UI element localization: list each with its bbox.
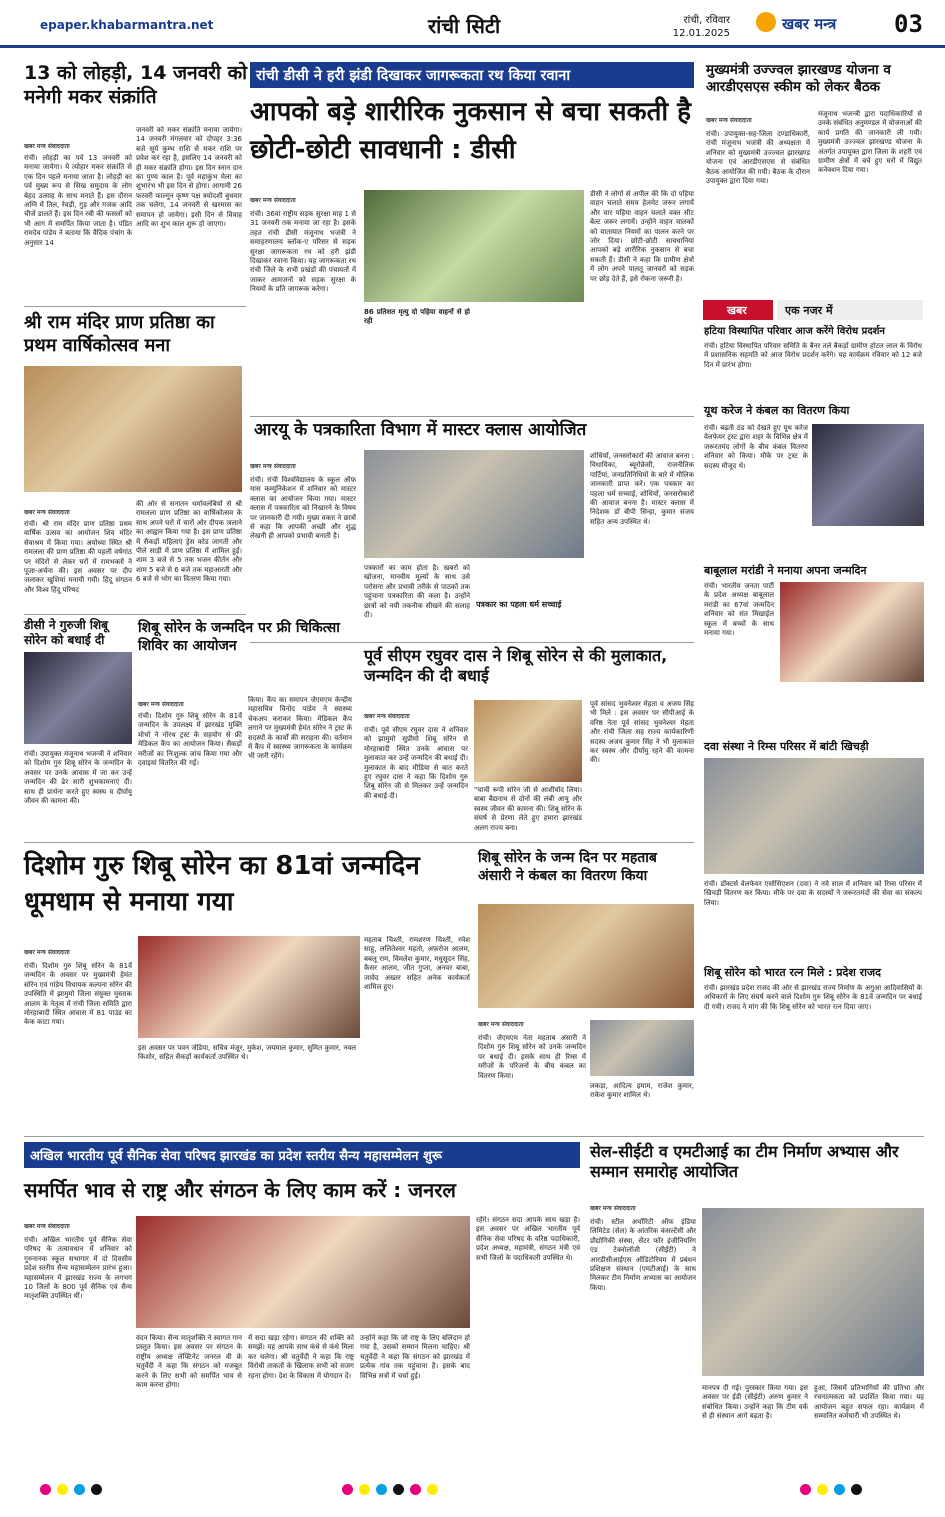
yellow-dot-icon [57, 1484, 68, 1495]
headline-brief-5: शिबू सोरेन को भारत रत्न मिले : प्रदेश राजद [704, 966, 881, 979]
body-brief-2: रांची। बढ़ती ठंड को देखते हुए यूथ करेज वेलफेयर ट्रस्ट द्वारा शहर के विभिन्न क्षेत्र में जरूरतमंद लोगों के बीच कंबल वितरण शनिवार को किया। मौके पर ट्रस्ट के सदस्य मौजूद थे। [704, 424, 808, 470]
body-raghubar-2: "चाची रूपी सोरेन जी से आशीर्वाद लिया। बाबा बैद्यनाथ से दोनों की लंबी आयु और स्वस्थ जीवन की कामना की। शिबू सोरेन के संघर्ष से प्रेरणा लेते हुए हमारा झारखंड अलग राज्य बना। [474, 786, 582, 832]
body-raghubar-3: पूर्व सांसद भुवनेश्वर मेहता व अजय सिंह भी मिले : इस अवसर पर सीपीआई के वरिष्ठ नेता पूर्व सांसद भुवनेश्वर मेहता और रांची जिला सह राज्य कार्यकारिणी सदस्य अजय कुमार सिंह ने भी मुलाकात कर स्वस्थ और दीर्घायु रहने की कामना की। [590, 700, 694, 765]
cyan-dot-icon [376, 1484, 387, 1495]
body-sainik-2: वंदन किया। सैन्य मातृशक्ति ने स्वागत गान प्रस्तुत किया। इस अवसर पर संगठन के राष्ट्रीय अध्यक्ष लेफ्टिनेंट जनरल वी के चतुर्वेदी ने कहा कि संगठन को मजबूत करने के लिए सभी को समर्पित भाव से काम करना होगा। [136, 1334, 242, 1390]
headline-sainik: समर्पित भाव से राष्ट्र और संगठन के लिए काम करें : जनरल [24, 1178, 456, 1202]
byline: खबर मन्त्र संवाददाता [590, 1205, 636, 1212]
headline-cm-scheme: मुख्यमंत्री उज्ज्वल झारखण्ड योजना व आरडीएसएस स्कीम को लेकर बैठक [706, 62, 891, 95]
body-ram-2: की ओर से सनातन धर्मावलंबियों से श्री रामलला प्राण प्रतिष्ठा का वार्षिकोत्सव के साथ अपने घरों में चारों ओर दीपक जलाने का आह्वान किया गया है। इस प्राण प्रतिष्ठा में सैकड़ों महिलाएं ड्रेस कोड जागती और पीले साड़ी में प्राण प्रतिष्ठा में शामिल हुईं। शाम 3 बजे से 5 तक भजन कीर्तन और शाम 5 बजे से 6 बजे तक महाआरती और 6 बजे से भोग का वितरण किया गया। [136, 500, 242, 584]
byline: खबर मन्त्र संवाददाता [24, 143, 70, 150]
byline: खबर मन्त्र संवाददाता [706, 117, 752, 124]
headline-dc-tribute: डीसी ने गुरुजी शिबू सोरेन को बधाई दी [24, 618, 109, 647]
body-shibu-birthday-2: इस अवसर पर पवन जेडिया, सचिव मंजूर, मुकेश, जयमाल कुमार, सुमित कुमार, नवल किशोर, सहित सैकड़ों कार्यकर्ता उपस्थित थे। [138, 1044, 356, 1062]
black-dot-icon [91, 1484, 102, 1495]
cyan-dot-icon [74, 1484, 85, 1495]
body-cm-scheme-1: रांची। उपायुक्त-सह-जिला दण्डाधिकारी, रांची मंजूनाथ भजंत्री की अध्यक्षता में शनिवार को मुख्यमंत्री उज्ज्वल झारखण्ड योजना एवं आरडीएसएस से संबंधित बैठक आयोजित की गयी। बैठक के दौरान उपायुक्त द्वारा दिया गया। [706, 130, 810, 186]
headline-lohri: 13 को लोहड़ी, 14 जनवरी को मनेगी मकर संक्रांति [24, 62, 248, 108]
magenta-dot-icon [800, 1484, 811, 1495]
headline-blanket: शिबू सोरेन के जन्म दिन पर महताब अंसारी ने कंबल का वितरण किया [478, 850, 657, 884]
divider [24, 306, 246, 307]
yellow-dot-icon [359, 1484, 370, 1495]
photo-brief-2 [812, 424, 924, 526]
body-brief-5: रांची। झारखंड प्रदेश राजद की ओर से झारखंड राज्य निर्माण के अगुआ आदिवासियों के अधिकारों के लिए संघर्ष करने वाले दिशोम गुरु शिबू सोरेन के 81वें जन्मदिन पर बधाई दी गयी। राजद ने मांग की कि शिबू सोरेन को भारत रत्न दिया जाए। [704, 984, 922, 1011]
byline: खबर मन्त्र संवाददाता [250, 197, 296, 204]
body-brief-4: रांची। डॉक्टर्स वेलफेयर एसोसिएशन (दवा) ने नये साल में शनिवार को रिम्स परिसर में खिचड़ी वितरण कर किया। मौके पर दवा के सदस्यों ने जरूरतमंदों की सेवा का संकल्प लिया। [704, 880, 922, 907]
body-dc-rath-1: रांची। 36वां राष्ट्रीय सड़क सुरक्षा माह 1 से 31 जनवरी तक मनाया जा रहा है। इसके तहत रांची डीसी मंजूनाथ भजंत्री ने समाहरणालय ब्लॉक-ए परिसर से सड़क सुरक्षा जागरूकता रथ को हरी झंडी दिखाकर रवाना किया। यह जागरूकता रथ रांची जिले के सभी प्रखंडों की पंचायतों में जाकर आमजनों को सड़क सुरक्षा के नियमों के प्रति जागरूक करेगा। [250, 210, 356, 294]
byline: खबर मन्त्र संवाददाता [24, 949, 70, 956]
headline-aryu: आरयू के पत्रकारिता विभाग में मास्टर क्लास आयोजित [254, 420, 587, 440]
print-registration-dots-right [800, 1480, 868, 1494]
body-health-camp-2: किया। कैंप का समापन जेएमएम केन्द्रीय महासचिव विनोद पांडेय ने स्वास्थ्य चेकअप कराकर किया। मेडिकल कैंप लगाने पर मुख्यमंत्री हेमंत सोरेन ने ट्रस्ट के सदस्यों के कार्यों की सराहना की। वर्तमान में कैंप में स्वास्थ्य जागरूकता के कार्यक्रम भी जारी रहेंगे। [248, 696, 352, 761]
body-sainik-1: रांची। अखिल भारतीय पूर्व सैनिक सेवा परिषद के तत्वावधान में शनिवार को गुरुनानक स्कूल सभागार में दो दिवसीय प्रदेश स्तरीय सैन्य महासम्मेलन प्रारंभ हुआ। महासम्मेलन में झारखंड राज्य के लगभग 10 जिलों के 800 पूर्व सैनिक एवं सैन्य मातृशक्ति उपस्थित थीं। [24, 1236, 132, 1301]
caption-dc-rath: 86 प्रतिशत मृत्यु दो पहिया वाहनों से हो रही [364, 308, 470, 326]
headline-shibu-birthday: दिशोम गुरु शिबू सोरेन का 81वां जन्मदिन धूमधाम से मनाया गया [24, 851, 420, 918]
photo-dc-rath [364, 190, 584, 302]
body-blanket-1: रांची। जेएमएम नेता महताब अंसारी ने दिशोम गुरु शिबू सोरेन को उनके जन्मदिन पर बधाई दी। इसके साथ ही रिम्स में मरीजों के परिजनों के बीच कंबल का वितरण किया। [478, 1034, 586, 1080]
photo-brief-4 [704, 758, 924, 874]
headline-dc-rath: आपको बड़े शारीरिक नुकसान से बचा सकती है छोटी-छोटी सावधानी : डीसी [250, 97, 691, 165]
ek-nazar-banner [703, 300, 923, 320]
body-cet-2: मानपत्र दी गई। पुरस्कार किया गया। इस अवसर पर ईडी (सीईटी) अरुण कुमार ने संबोधित किया। उन्होंने कहा कि टीम वर्क से ही संस्थान आगे बढ़ता है। [702, 1384, 808, 1421]
ek-nazar-label: एक नजर में [777, 300, 923, 320]
print-registration-dots-left [40, 1480, 108, 1494]
yellow-dot-icon [427, 1484, 438, 1495]
body-brief-3: रांची। भारतीय जनता पार्टी के प्रदेश अध्यक्ष बाबूलाल मरांडी का 67वां जन्मदिन शनिवार को संत मिखाईल स्कूल में बच्चों के साथ मनाया गया। [704, 582, 774, 638]
headline-brief-4: दवा संस्था ने रिम्स परिसर में बांटी खिचड़ी [704, 740, 869, 753]
body-cet-1: रांची। स्टील अथॉरिटी ऑफ इंडिया लिमिटेड (सेल) के आंतरिक कंसल्टेंसी और प्रौद्योगिकी संस्था, सेंटर फॉर इंजीनियरिंग एंड टेक्नोलॉजी (सीईटी) ने आरडीसीआईएस ऑडिटोरियम में प्रबंधन प्रशिक्षण संस्थान (एमटीआई) के साथ मिलकर टीम निर्माण अभ्यास का आयोजन किया। [590, 1218, 696, 1292]
divider [24, 842, 694, 843]
byline: खबर मन्त्र संवाददाता [24, 509, 70, 516]
body-blanket-2: लकड़ा, आदित्य इमाम, राजेश कुमार, राकेश कुमार शामिल थे। [590, 1082, 694, 1100]
brand-name: खबर मन्त्र [782, 15, 837, 33]
page-number: 03 [894, 10, 923, 38]
body-aryu-2: पत्रकारों का काम होता है। खबरों को खोजना, मानवीय मूल्यों के साथ उसे परोसना और प्रभावी तरीके से पाठकों तक पहुंचाना पत्रकारिता की कला है। उन्होंने छात्रों को नयी तकनीक सीखने की सलाह दी। [364, 564, 470, 620]
headline-raghubar: पूर्व सीएम रघुवर दास ने शिबू सोरेन से की मुलाकात, जन्मदिन की दी बधाई [364, 646, 668, 685]
dateline-date: 12.01.2025 [672, 28, 730, 39]
photo-shibu-birthday [138, 936, 360, 1038]
body-sainik-4: उन्होंने कहा कि जो राष्ट्र के लिए बलिदान हो गया है, उसको सम्मान मिलना चाहिए। श्री चतुर्वेदी ने कहा कि संगठन को झारखंड में प्रत्येक गांव तक पहुंचाना है। इसके बाद विभिन्न सत्रों में चर्चा हुई। [360, 1334, 470, 1380]
divider [24, 1136, 924, 1137]
photo-cet [702, 1208, 924, 1376]
photo-blanket-2 [590, 1020, 694, 1076]
magenta-dot-icon [40, 1484, 51, 1495]
photo-dc-tribute [24, 652, 132, 744]
dateline-city: रांची, रविवार [683, 15, 730, 26]
kicker-dc-rath: रांची डीसी ने हरी झंडी दिखाकर जागरूकता रथ किया रवाना [250, 62, 694, 88]
byline: खबर मन्त्र संवाददाता [364, 713, 410, 720]
byline: खबर मन्त्र संवाददाता [24, 1223, 70, 1230]
kicker-sainik: अखिल भारतीय पूर्व सैनिक सेवा परिषद झारखंड का प्रदेश स्तरीय सैन्य महासम्मेलन शुरू [24, 1142, 580, 1168]
body-sainik-5: रहेंगे। संगठन सदा आपके साथ खड़ा है। इस अवसर पर अखिल भारतीय पूर्व सैनिक सेवा परिषद के वरिष्ठ पदाधिकारी, प्रदेश अध्यक्ष, महामंत्री, संगठन मंत्री एवं सभी जिलों के पदाधिकारी उपस्थित थे। [476, 1216, 580, 1262]
body-raghubar-1: रांची। पूर्व सीएम रघुवर दास ने शनिवार को झामुमो सुप्रीमो शिबू सोरेन से मोरहाबादी स्थित उनके आवास पर मुलाकात कर उन्हें जन्मदिन की बधाई दी। मुलाकात के बाद मीडिया से बात करते हुए रघुवर दास ने कहा कि दिशोम गुरु शिबू सोरेन जी से मिलकर उन्हें जन्मदिन की बधाई दी। [364, 726, 468, 800]
body-shibu-birthday-3: महताब चिश्ती, रामशरण चिश्ती, रमेश साहू, ललितेश्वर महतो, अफ़रोज आलम, बबलू राम, विमलेश कुमार, मधुसूदन सिंह, कैसर आलम, जीत गुप्ता, अनवर बाबा, जावेद अख्तर सहित अनेक कार्यकर्ता शामिल हुए। [364, 936, 470, 992]
photo-aryu [364, 450, 584, 558]
divider [24, 614, 246, 615]
body-ram-1: रांची। श्री राम मंदिर प्राण प्रतिष्ठा प्रथम वार्षिक उत्सव का आयोजन शिव मंदिर सेवाश्रम में किया गया। अयोध्या स्थित श्री रामलला की प्राण प्रतिष्ठा की पहली वर्षगांठ पर मंदिरों से लेकर घरों में रामभक्तों ने पूजा-अर्चना की। इस अवसर पर दीप जलाकर खुशियां मनायी गयी। हिंदू संगठन और विश्व हिंदू परिषद [24, 520, 132, 594]
byline: खबर मन्त्र संवाददाता [478, 1021, 524, 1028]
body-health-camp-1: रांची। दिशोम गुरु शिबू सोरेन के 81वें जन्मदिन के उपलक्ष्य में झारखंड मुक्ति मोर्चा ने नोरथ ट्रस्ट के सहयोग से फ्री मेडिकल कैंप का आयोजन किया। सैकड़ों मरीजों का निःशुल्क जांच किया गया और दवाइयां वितरित की गईं। [138, 712, 242, 768]
dateline [668, 14, 730, 40]
photo-blanket [478, 904, 694, 1008]
print-registration-dots-center [342, 1480, 444, 1494]
body-lohri-2: जनवरी को मकर संक्रांति मनाया जायेगा। 14 जनवरी मंगलवार को दोपहर 3:36 बजे सूर्य कुम्भ राशि से मकर राशि पर प्रवेश कर रहा है, इसलिए 14 जनवरी को ही मकर संक्रांति होगा। इस दिन स्नान दान का पुण्य काल है। पूर्व महाकुंभ मेला का शुभारंभ भी इस दिन से होगा। आगामी 26 फरवरी फाल्गुन कृष्ण पक्ष त्रयोदशी बुधवार तक चलेगा, 14 जनवरी से खरमास का समापन हो जायेगा। इसी दिन से विवाह आदि का शुभ काल शुरू हो जाएगा। [136, 126, 242, 229]
black-dot-icon [851, 1484, 862, 1495]
headline-brief-3: बाबूलाल मरांडी ने मनाया अपना जन्मदिन [704, 564, 867, 577]
body-sainik-3: में सदा खड़ा रहेगा। संगठन की शक्ति को समझें। यह आपके साथ कंधे से कंधे मिला कर चलेगा। श्री चतुर्वेदी ने कहा कि राष्ट्र विरोधी ताकतों के खिलाफ सभी को सजग रहना होगा। देश के विकास में योगदान दें। [248, 1334, 354, 1380]
headline-brief-2: यूथ करेज ने कंबल का वितरण किया [704, 404, 850, 417]
body-aryu-3: शोधियों, जनसरोकारों की आवाज बनना : विधायिका, ब्यूरोक्रेसी, राजनीतिक पार्टियां, जनप्रतिनिधियों के बारे में मौलिक जानकारी प्राप्त करें। एक पत्रकार का पहला धर्म सच्चाई, शोधियों, जनसरोकारों की आवाज बनना है। मास्टर क्लास में निदेशक डॉ बीपी सिन्हा, कुमार संजय सहित अन्य उपस्थित थे। [590, 452, 694, 526]
body-shibu-birthday-1: रांची। दिशोम गुरु शिबू सोरेन के 81वें जन्मदिन के अवसर पर मुख्यमंत्री हेमंत सोरेन एवं गांडेय विधायक कल्पना सोरेन की उपस्थिति में झामुमो जिला संयुक्त मुस्ताक आलम के नेतृत्व में रांची जिला समिति द्वारा मोरहाबादी स्थित आवास में 81 पाउंड का केक काटा गया। [24, 962, 132, 1027]
ek-nazar-tag: खबर [703, 300, 773, 320]
body-lohri-1: रांची। लोहड़ी का पर्व 13 जनवरी को मनाया जायेगा। ये त्योहार मकर संक्रांति से एक दिन पहले मनाया जाता है। लोहड़ी का पर्व मुख्य रूप से सिख समुदाय के लोग बेहद उत्साह के साथ मनाते हैं। इस दौरान अग्नि में तिल, रेवड़ी, गुड़ और गजक आदि चीजें डालते हैं। इस दिन रबी की फसलों को भी आग में समर्पित किया जाता है। पंडित रामदेव पांडेय ने बताया कि वैदिक पंचांग के अनुसार 14 [24, 154, 132, 247]
cyan-dot-icon [834, 1484, 845, 1495]
body-aryu-1: रांची। रांची विश्वविद्यालय के स्कूल ऑफ मास कम्युनिकेशन में शनिवार को मास्टर क्लास का आयोजन किया गया। मास्टर क्लास में पत्रकारिता को निखारने के विषय पर जानकारी दी गयी। मुख्य वक्ता ने छात्रों से कहा कि आपकी अच्छी और शुद्ध लेखनी ही आपको प्रभावी बनाती है। [250, 476, 356, 541]
magenta-dot-icon [342, 1484, 353, 1495]
headline-ram: श्री राम मंदिर प्राण प्रतिष्ठा का प्रथम वार्षिकोत्सव मना [24, 312, 215, 356]
black-dot-icon [393, 1484, 404, 1495]
byline: खबर मन्त्र संवाददाता [250, 463, 296, 470]
divider [250, 642, 694, 643]
magenta-dot-icon [410, 1484, 421, 1495]
divider [250, 416, 694, 417]
section-title: रांची सिटी [428, 14, 501, 38]
photo-ram-mandir [24, 366, 242, 492]
body-brief-1: रांची। हटिया विस्थापित परिवार समिति के बैनर तले बैकड़ों ग्रामीण होटल लाल के विरोध में प्रशासनिक सहमति को आज विरोध प्रदर्शन करेंगे। यह कार्यक्रम रविवार को 12 बजे दिन में प्रारंभ होगा। [704, 342, 922, 369]
photo-brief-3 [780, 582, 924, 682]
body-dc-tribute: रांची। उपायुक्त मंजूनाथ भजन्त्री ने शनिवार को दिशोम गुरु शिबू सोरेन के जन्मदिन के अवसर पर उनके आवास में जा कर उन्हें जन्मदिन की ढेर सारी शुभकामनाएं दीं। साथ ही प्रार्थना करते हुए स्वस्थ व दीर्घायु जीवन की कामना की। [24, 750, 132, 806]
photo-sainik [136, 1216, 470, 1328]
body-dc-rath-2: डीसी ने लोगों से अपील की कि दो पहिया वाहन चलाते समय हेलमेट जरूर लगायें और चार पहिया वाहन चलाते वक्त सीट बेल्ट जरूर लगायें। उन्होंने वाहन चालकों को यातायात नियमों का पालन करने पर जोर दिया। छोटी-छोटी सावधानियां आपको बड़े शारीरिक नुकसान से बचा सकती हैं। डीसी ने कहा कि ग्रामीण क्षेत्रों में लोग अपने पालतू जानवरों को सड़क पर छोड़ देते हैं, इसे रोकना जरूरी है। [590, 190, 694, 283]
byline: खबर मन्त्र संवाददाता [138, 701, 184, 708]
brand-logo-icon [756, 12, 776, 32]
quote-aryu: पत्रकार का पहला धर्म सच्चाई [476, 600, 562, 609]
body-cm-scheme-2: मंजूनाथ भजन्त्री द्वारा पदाधिकारियों से उनके संबंधित अनुमण्डल में योजनाओं की कार्य प्रगति की जानकारी ली गयी। मुख्यमंत्री उज्ज्वल झारखण्ड योजना के अंतर्गत उपायुक्त द्वारा जिला के शहरी एवं ग्रामीण क्षेत्रों में बचे हुए घरों में विद्युत कनेक्शन दिया गया। [818, 110, 922, 175]
headline-brief-1: हटिया विस्थापित परिवार आज करेंगे विरोध प्रदर्शन [704, 326, 885, 337]
headline-health-camp: शिबू सोरेन के जन्मदिन पर फ्री चिकित्सा शिविर का आयोजन [138, 620, 340, 654]
yellow-dot-icon [817, 1484, 828, 1495]
photo-raghubar [474, 700, 582, 782]
body-cet-3: हुआ, जिसमें प्रतिभागियों की प्रतिभा और रचनात्मकता को प्रदर्शित किया गया। यह आयोजन बहुत सफल रहा। कार्यक्रम में सम्मानित कर्मचारी भी उपस्थित थे। [814, 1384, 924, 1421]
headline-cet: सेल-सीईटी व एमटीआई का टीम निर्माण अभ्यास और सम्मान समारोह आयोजित [590, 1142, 899, 1181]
site-url[interactable]: epaper.khabarmantra.net [40, 18, 214, 32]
